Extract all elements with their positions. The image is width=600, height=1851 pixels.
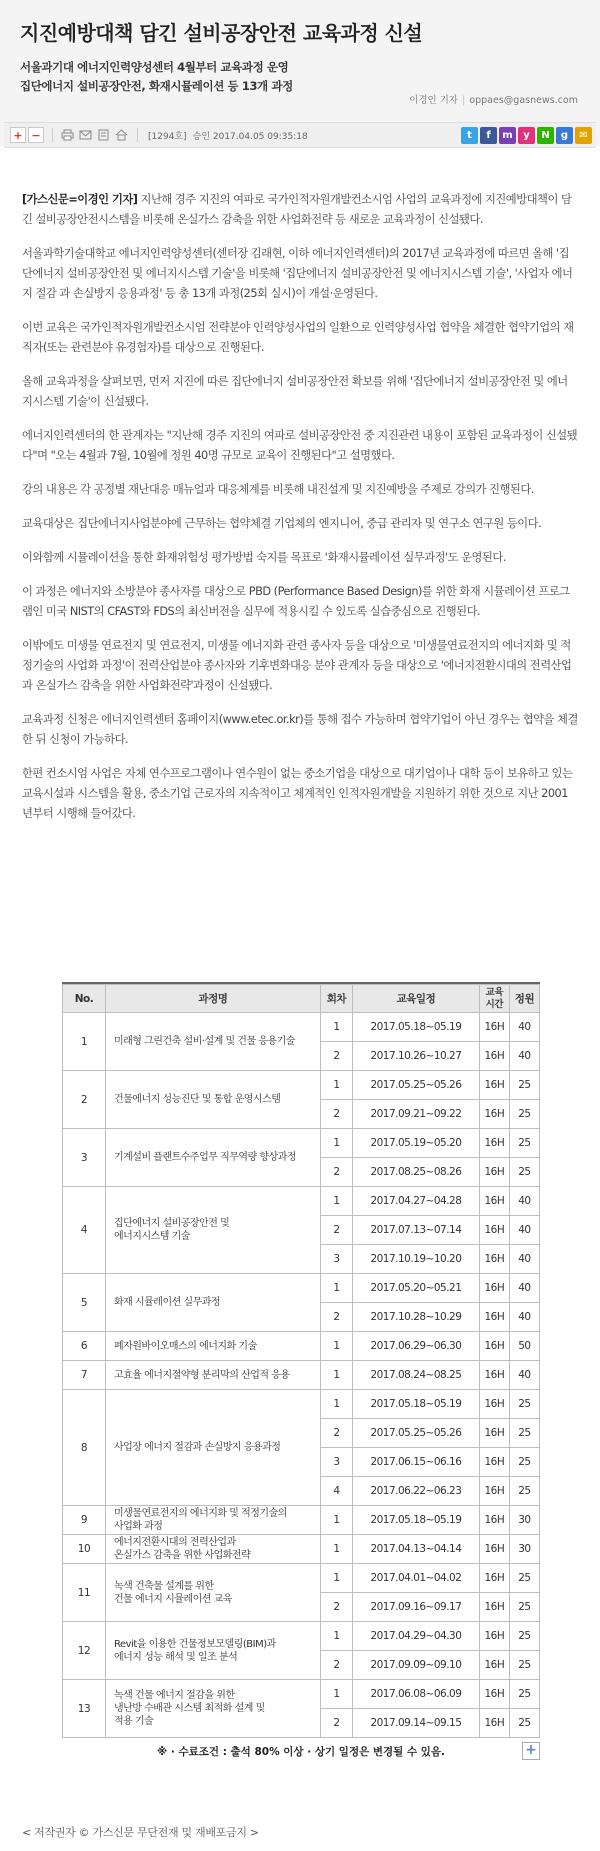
hours-cell: 16H (479, 1361, 509, 1390)
course-number-cell: 10 (63, 1535, 106, 1564)
google-icon[interactable]: g (556, 127, 573, 144)
article-meta (148, 129, 314, 142)
table-note (62, 1738, 540, 1765)
schedule-cell: 2017.08.25~08.26 (353, 1158, 480, 1187)
hours-cell: 16H (479, 1390, 509, 1419)
course-name-line: 집단에너지 설비공장안전 및 (113, 1218, 230, 1229)
schedule-cell: 2017.06.15~06.16 (353, 1448, 480, 1477)
home-icon[interactable] (113, 127, 129, 143)
session-cell: 1 (320, 1564, 352, 1593)
hours-cell: 16H (479, 1680, 509, 1709)
hours-cell: 16H (479, 1477, 509, 1506)
schedule-cell: 2017.05.25~05.26 (353, 1419, 480, 1448)
header-course-name: 과정명 (105, 985, 320, 1013)
session-cell: 1 (320, 1071, 352, 1100)
table-row (63, 1564, 540, 1593)
bookmark-icon[interactable]: ✉ (575, 127, 592, 144)
hours-cell: 16H (479, 1709, 509, 1738)
paragraph-text: 강의 내용은 각 공정별 재난대응 매뉴얼과 대응체계를 비롯해 내진설계 및 지진예방을 주제로 강의가 진행된다. (22, 483, 534, 496)
schedule-cell: 2017.10.19~10.20 (353, 1245, 480, 1274)
paragraph-text: 에너지인력센터의 한 관계자는 "지난해 경주 지진의 여파로 설비공장안전 중 지진관련 내용이 포함된 교육과정이 신설됐다"며 "오는 4월과 7월, 10월에 정원 40명 규모로 교육이 진행된다"고 설명했다. (22, 429, 578, 462)
hours-cell: 16H (479, 1245, 509, 1274)
session-cell: 1 (320, 1506, 352, 1535)
header-hours: 교육시간 (479, 985, 509, 1013)
hours-cell: 16H (479, 1216, 509, 1245)
paragraph-text: 이밖에도 미생물 연료전지 및 연료전지, 미생물 에너지화 관련 종사자 등을 대상으로 '미생물연료전지의 에너지화 및 적정기술의 사업화 과정'이 전력산업분야 종사자와 기후변화대응 분야 관계자 등을 대상으로 '에너지전환시대의 전력산업과 온실가스 감축을 위한 사업화전략'과정이 신설됐다. (22, 639, 572, 692)
table-header-row (63, 985, 540, 1013)
article-paragraph (22, 318, 578, 358)
capacity-cell: 25 (509, 1709, 539, 1738)
hours-cell: 16H (479, 1622, 509, 1651)
capacity-cell: 40 (509, 1216, 539, 1245)
schedule-cell: 2017.07.13~07.14 (353, 1216, 480, 1245)
yozm-icon[interactable]: y (518, 127, 535, 144)
schedule-cell: 2017.08.24~08.25 (353, 1361, 480, 1390)
table-row (63, 1187, 540, 1216)
course-name-cell (105, 1274, 320, 1332)
paragraph-text: 교육대상은 집단에너지사업분야에 근무하는 협약체결 기업체의 엔지니어, 중급 관리자 및 연구소 연구원 등이다. (22, 517, 542, 530)
course-name-line: 사업장 에너지 절감과 손실방지 응용과정 (113, 1442, 281, 1453)
hours-cell: 16H (479, 1448, 509, 1477)
course-name-cell (105, 1535, 320, 1564)
capacity-cell: 40 (509, 1042, 539, 1071)
byline: 이경인 기자 | oppaes@gasnews.com (409, 95, 578, 106)
capacity-cell: 50 (509, 1332, 539, 1361)
course-name-line: 미생물연료전지의 에너지화 및 적정기술의 (113, 1508, 287, 1519)
article-paragraph (22, 372, 578, 412)
article-body (22, 190, 578, 838)
article-paragraph (22, 582, 578, 622)
paragraph-text: 이와함께 시뮬레이션을 통한 화재위험성 평가방법 숙지를 목표로 '화재시뮬레이션 실무과정'도 운영된다. (22, 551, 506, 564)
article-toolbar (4, 122, 596, 148)
approved-date: 승인 2017.04.05 09:35:18 (192, 131, 308, 142)
capacity-cell: 30 (509, 1535, 539, 1564)
capacity-cell: 25 (509, 1477, 539, 1506)
table-row (63, 1506, 540, 1535)
capacity-cell: 40 (509, 1303, 539, 1332)
course-name-line: 화재 시뮬레이션 실무과정 (113, 1297, 221, 1308)
session-cell: 1 (320, 1013, 352, 1042)
capacity-cell: 25 (509, 1622, 539, 1651)
capacity-cell: 25 (509, 1129, 539, 1158)
session-cell: 4 (320, 1477, 352, 1506)
session-cell: 1 (320, 1622, 352, 1651)
hours-cell: 16H (479, 1013, 509, 1042)
course-schedule-table (62, 984, 540, 1738)
schedule-cell: 2017.05.18~05.19 (353, 1390, 480, 1419)
article-paragraph (22, 764, 578, 824)
course-name-cell (105, 1390, 320, 1506)
course-name-line: 폐자원바이오매스의 에너지화 기술 (113, 1340, 257, 1352)
course-name-cell (105, 1361, 320, 1390)
hours-cell: 16H (479, 1158, 509, 1187)
article-paragraph (22, 426, 578, 466)
course-name-line: 에너지전환시대의 전력산업과 (113, 1537, 236, 1548)
paragraph-text: 지난해 경주 지진의 여파로 국가인적자원개발컨소시엄 사업의 교육과정에 지진예방대책이 담긴 설비공장안전시스템을 비롯해 온실가스 감축을 위한 사업화전략 등 새로운 교육과정이 신설됐다. (22, 193, 572, 226)
article-paragraph (22, 514, 578, 534)
hours-cell: 16H (479, 1187, 509, 1216)
print-icon[interactable] (59, 127, 75, 143)
schedule-cell: 2017.05.18~05.19 (353, 1013, 480, 1042)
schedule-cell: 2017.09.16~09.17 (353, 1593, 480, 1622)
course-name-line: 고효율 에너지절약형 분리막의 산업적 응용 (113, 1369, 290, 1381)
capacity-cell: 25 (509, 1564, 539, 1593)
email-icon[interactable] (77, 127, 93, 143)
issue-number: [1294호] (148, 131, 187, 142)
session-cell: 2 (320, 1042, 352, 1071)
schedule-cell: 2017.10.26~10.27 (353, 1042, 480, 1071)
course-number-cell: 11 (63, 1564, 106, 1622)
header-session: 회차 (320, 985, 352, 1013)
capacity-cell: 40 (509, 1013, 539, 1042)
article-paragraph (22, 244, 578, 304)
course-name-line: 냉난방 수배관 시스템 최적화 설계 및 (113, 1703, 265, 1714)
twitter-icon[interactable]: t (461, 127, 478, 144)
schedule-cell: 2017.06.29~06.30 (353, 1332, 480, 1361)
schedule-cell: 2017.04.01~04.02 (353, 1564, 480, 1593)
toolbar-divider (137, 128, 138, 142)
scrap-icon[interactable] (95, 127, 111, 143)
course-name-cell (105, 1332, 320, 1361)
capacity-cell: 25 (509, 1680, 539, 1709)
hours-cell: 16H (479, 1506, 509, 1535)
subtitle-line-2: 집단에너지 설비공장안전, 화재시뮬레이션 등 13개 과정 (20, 79, 293, 93)
table-row (63, 1071, 540, 1100)
schedule-cell: 2017.09.09~09.10 (353, 1651, 480, 1680)
paragraph-text: 서울과학기술대학교 에너지인력양성센터(센터장 김래현, 이하 에너지인력센터)의 2017년 교육과정에 따르면 올해 '집단에너지 설비공장안전 및 에너지시스템 기술'을 비롯해 '집단에너지 설비공장안전 및 에너지시스템 기술', '사업자 에너지 절감 과 손실방지 응용과정' 등 총 13개 과정(25회 실시)이 개설·운영된다. (22, 247, 573, 300)
schedule-cell: 2017.05.25~05.26 (353, 1071, 480, 1100)
hours-cell: 16H (479, 1303, 509, 1332)
course-name-line: 에너지시스템 기술 (113, 1231, 190, 1242)
header-capacity: 정원 (509, 985, 539, 1013)
table-row (63, 1390, 540, 1419)
course-name-line: 온실가스 감축을 위한 사업화전략 (113, 1550, 251, 1561)
session-cell: 1 (320, 1680, 352, 1709)
article-subtitle (20, 58, 584, 96)
schedule-cell: 2017.05.18~05.19 (353, 1506, 480, 1535)
schedule-cell: 2017.09.21~09.22 (353, 1100, 480, 1129)
session-cell: 2 (320, 1593, 352, 1622)
course-name-cell (105, 1129, 320, 1187)
session-cell: 2 (320, 1709, 352, 1738)
course-number-cell: 13 (63, 1680, 106, 1738)
table-note-text: ※ · 수료조건 : 출석 80% 이상 · 상기 일정은 변경될 수 있음. (156, 1746, 446, 1758)
course-name-line: 녹색 건물 에너지 절감을 위한 (113, 1690, 235, 1701)
course-name-line: 건물에너지 성능진단 및 통합 운영시스템 (113, 1094, 281, 1105)
schedule-cell: 2017.06.08~06.09 (353, 1680, 480, 1709)
course-name-line: Revit을 이용한 건물정보모델링(BIM)과 (113, 1638, 276, 1650)
schedule-cell: 2017.05.20~05.21 (353, 1274, 480, 1303)
reporter-name: 이경인 기자 (409, 95, 459, 106)
schedule-cell: 2017.04.13~04.14 (353, 1535, 480, 1564)
session-cell: 1 (320, 1390, 352, 1419)
capacity-cell: 40 (509, 1361, 539, 1390)
toolbar-divider (52, 128, 53, 142)
article-paragraph (22, 636, 578, 696)
capacity-cell: 25 (509, 1100, 539, 1129)
course-name-line: 건물 에너지 시뮬레이션 교육 (113, 1593, 232, 1605)
header-no: No. (63, 985, 106, 1013)
expand-button[interactable]: + (522, 1742, 540, 1760)
hours-cell: 16H (479, 1100, 509, 1129)
me2day-icon[interactable]: m (499, 127, 516, 144)
course-number-cell: 6 (63, 1332, 106, 1361)
schedule-cell: 2017.09.14~09.15 (353, 1709, 480, 1738)
course-name-cell (105, 1013, 320, 1071)
article-paragraph (22, 548, 578, 568)
session-cell: 2 (320, 1158, 352, 1187)
hours-cell: 16H (479, 1274, 509, 1303)
course-name-line: 기계설비 플랜트수주업무 직무역량 향상과정 (113, 1152, 297, 1163)
course-number-cell: 8 (63, 1390, 106, 1506)
session-cell: 2 (320, 1303, 352, 1332)
hours-cell: 16H (479, 1651, 509, 1680)
course-name-line: 적용 기술 (113, 1716, 154, 1727)
capacity-cell: 25 (509, 1419, 539, 1448)
hours-cell: 16H (479, 1593, 509, 1622)
course-number-cell: 12 (63, 1622, 106, 1680)
course-number-cell: 4 (63, 1187, 106, 1274)
session-cell: 3 (320, 1448, 352, 1477)
course-name-cell (105, 1187, 320, 1274)
course-name-cell (105, 1071, 320, 1129)
course-name-cell (105, 1506, 320, 1535)
facebook-icon[interactable]: f (480, 127, 497, 144)
paragraph-text: 교육과정 신청은 에너지인력센터 홈페이지(www.etec.or.kr)를 통해 접수 가능하며 협약기업이 아닌 경우는 협약을 체결한 뒤 신청이 가능하다. (22, 713, 578, 746)
hours-cell: 16H (479, 1071, 509, 1100)
session-cell: 1 (320, 1274, 352, 1303)
paragraph-text: 한편 컨소시엄 사업은 자체 연수프로그램이나 연수원이 없는 중소기업을 대상으로 대기업이나 대학 등이 보유하고 있는 교육시설과 시스템을 활용, 중소기업 근로자의 지속적이고 체계적인 인적자원개발을 지원하기 위한 것으로 지난 2001년부터 시행해 들어갔다. (22, 767, 573, 820)
course-name-cell (105, 1680, 320, 1738)
course-table-container (62, 982, 540, 1765)
table-row (63, 1332, 540, 1361)
table-row (63, 1680, 540, 1709)
session-cell: 1 (320, 1535, 352, 1564)
session-cell: 2 (320, 1216, 352, 1245)
social-share-bar (459, 127, 592, 144)
session-cell: 2 (320, 1419, 352, 1448)
capacity-cell: 25 (509, 1651, 539, 1680)
capacity-cell: 40 (509, 1245, 539, 1274)
schedule-cell: 2017.06.22~06.23 (353, 1477, 480, 1506)
capacity-cell: 25 (509, 1158, 539, 1187)
course-name-line: 사업화 과정 (113, 1521, 163, 1532)
hours-cell: 16H (479, 1564, 509, 1593)
article-paragraph (22, 710, 578, 750)
capacity-cell: 25 (509, 1448, 539, 1477)
table-row (63, 1129, 540, 1158)
capacity-cell: 40 (509, 1274, 539, 1303)
course-number-cell: 5 (63, 1274, 106, 1332)
session-cell: 1 (320, 1332, 352, 1361)
capacity-cell: 25 (509, 1593, 539, 1622)
article-paragraph (22, 190, 578, 230)
reporter-email[interactable]: oppaes@gasnews.com (469, 95, 578, 106)
hours-cell: 16H (479, 1129, 509, 1158)
capacity-cell: 40 (509, 1187, 539, 1216)
course-name-line: 에너지 성능 해석 및 일조 분석 (113, 1651, 238, 1663)
subtitle-line-1: 서울과기대 에너지인력양성센터 4월부터 교육과정 운영 (20, 60, 289, 74)
course-name-cell (105, 1622, 320, 1680)
session-cell: 2 (320, 1100, 352, 1129)
dateline: [가스신문=이경인 기자] (22, 193, 138, 206)
course-name-cell (105, 1564, 320, 1622)
capacity-cell: 25 (509, 1390, 539, 1419)
course-number-cell: 2 (63, 1071, 106, 1129)
session-cell: 3 (320, 1245, 352, 1274)
table-row (63, 1622, 540, 1651)
font-decrease-button[interactable]: − (28, 127, 44, 143)
course-number-cell: 1 (63, 1013, 106, 1071)
capacity-cell: 25 (509, 1071, 539, 1100)
schedule-cell: 2017.05.19~05.20 (353, 1129, 480, 1158)
paragraph-text: 이번 교육은 국가인적자원개발컨소시엄 전략분야 인력양성사업의 일환으로 인력양성사업 협약을 체결한 협약기업의 재직자(또는 관련분야 유경험자)를 대상으로 진행된다. (22, 321, 574, 354)
schedule-cell: 2017.10.28~10.29 (353, 1303, 480, 1332)
course-number-cell: 3 (63, 1129, 106, 1187)
session-cell: 1 (320, 1129, 352, 1158)
table-row (63, 1274, 540, 1303)
paragraph-text: 올해 교육과정을 살펴보면, 먼저 지진에 따른 집단에너지 설비공장안전 확보를 위해 '집단에너지 설비공장안전 및 에너지시스템 기술'이 신설됐다. (22, 375, 568, 408)
header-schedule: 교육일정 (353, 985, 480, 1013)
course-number-cell: 7 (63, 1361, 106, 1390)
course-name-line: 미래형 그린건축 설비·설계 및 건물 응용기술 (113, 1036, 295, 1047)
course-name-line: 녹색 건축물 설계를 위한 (113, 1580, 214, 1592)
hours-cell: 16H (479, 1419, 509, 1448)
capacity-cell: 30 (509, 1506, 539, 1535)
schedule-cell: 2017.04.29~04.30 (353, 1622, 480, 1651)
session-cell: 1 (320, 1187, 352, 1216)
hours-cell: 16H (479, 1332, 509, 1361)
hours-cell: 16H (479, 1042, 509, 1071)
table-row (63, 1535, 540, 1564)
article-title: 지진예방대책 담긴 설비공장안전 교육과정 신설 (20, 21, 423, 45)
font-increase-button[interactable]: + (10, 127, 26, 143)
session-cell: 2 (320, 1651, 352, 1680)
table-row (63, 1013, 540, 1042)
course-number-cell: 9 (63, 1506, 106, 1535)
naver-icon[interactable]: N (537, 127, 554, 144)
session-cell: 1 (320, 1361, 352, 1390)
copyright-notice: < 저작권자 © 가스신문 무단전재 및 재배포금지 > (22, 1826, 259, 1839)
hours-cell: 16H (479, 1535, 509, 1564)
table-row (63, 1361, 540, 1390)
schedule-cell: 2017.04.27~04.28 (353, 1187, 480, 1216)
paragraph-text: 이 과정은 에너지와 소방분야 종사자를 대상으로 PBD (Performance Based Design)를 위한 화재 시뮬레이션 프로그램인 미국 NIST의 CFAST와 FDS의 최신버전을 실무에 적용시킬 수 있도록 실습중심으로 진행된다. (22, 585, 570, 618)
article-paragraph (22, 480, 578, 500)
